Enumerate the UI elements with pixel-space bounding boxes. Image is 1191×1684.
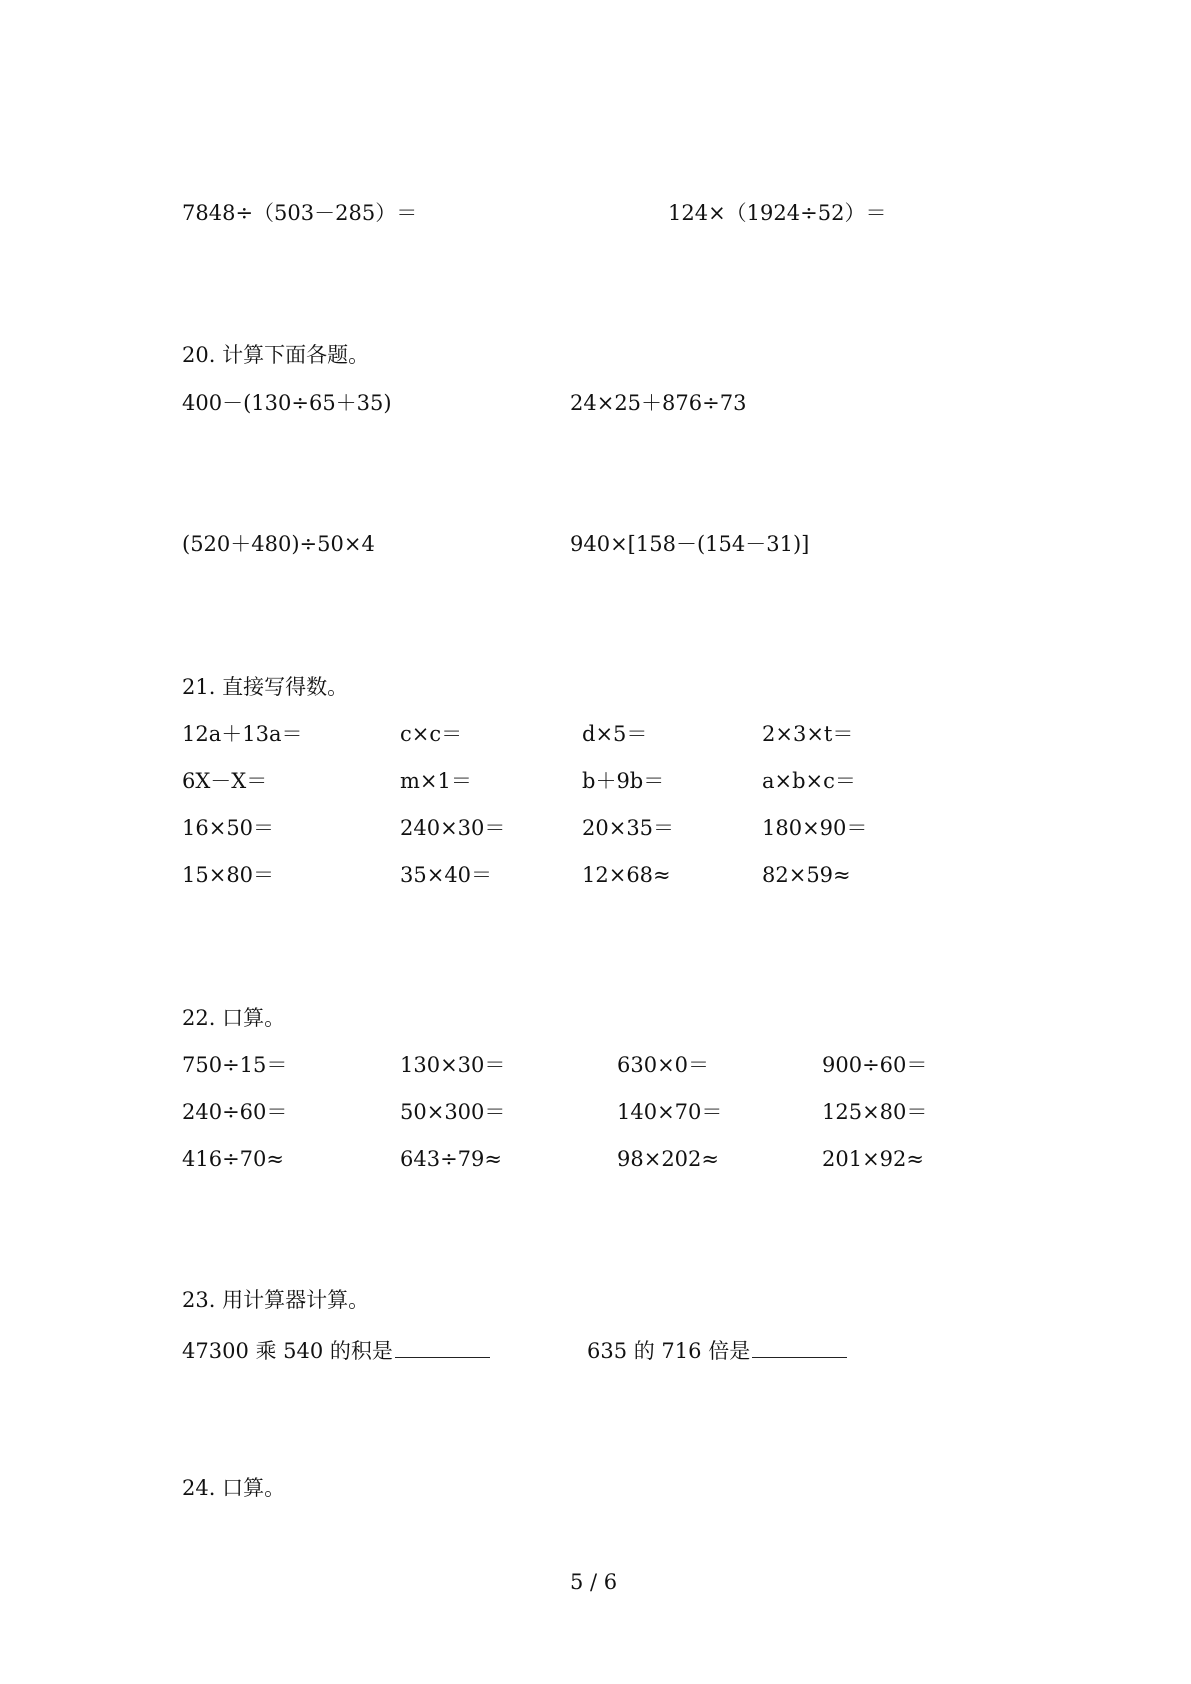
q22-item: 140×70＝ [617, 1100, 723, 1124]
q21-item: 16×50＝ [182, 816, 275, 840]
q22-item: 240÷60＝ [182, 1100, 288, 1124]
q22-item: 643÷79≈ [400, 1147, 502, 1171]
q21-item: d×5＝ [582, 722, 648, 746]
question-20-heading: 20. 计算下面各题。 [182, 343, 370, 367]
q22-item: 900÷60＝ [822, 1053, 928, 1077]
q22-item: 750÷15＝ [182, 1053, 288, 1077]
q22-item: 201×92≈ [822, 1147, 924, 1171]
q21-item: 82×59≈ [762, 863, 851, 887]
problem-top-2: 124×（1924÷52）＝ [668, 201, 887, 225]
problem-top-1: 7848÷（503－285）＝ [182, 201, 418, 225]
q21-item: 240×30＝ [400, 816, 506, 840]
q21-item: 35×40＝ [400, 863, 493, 887]
q21-item: a×b×c＝ [762, 769, 856, 793]
q21-item: 15×80＝ [182, 863, 275, 887]
q21-item: 12×68≈ [582, 863, 671, 887]
q21-item: 20×35＝ [582, 816, 675, 840]
q23-item-1 [182, 1337, 490, 1362]
question-23-heading: 23. 用计算器计算。 [182, 1288, 370, 1312]
question-21-heading: 21. 直接写得数。 [182, 675, 349, 699]
q21-item: 12a＋13a＝ [182, 722, 303, 746]
q23-item-2 [587, 1337, 847, 1362]
q22-item: 98×202≈ [617, 1147, 719, 1171]
q22-item: 50×300＝ [400, 1100, 506, 1124]
answer-blank[interactable] [395, 1337, 490, 1358]
question-24-heading: 24. 口算。 [182, 1476, 286, 1500]
page-number: 5 / 6 [570, 1570, 618, 1594]
q23-item-1-text: 47300 乘 540 的积是 [182, 1339, 393, 1363]
q22-item: 630×0＝ [617, 1053, 710, 1077]
q22-item: 416÷70≈ [182, 1147, 284, 1171]
q20-problem-4: 940×[158－(154－31)] [570, 532, 810, 556]
q22-item: 125×80＝ [822, 1100, 928, 1124]
q21-item: 6X－X＝ [182, 769, 268, 793]
q21-item: b＋9b＝ [582, 769, 665, 793]
q23-item-2-text: 635 的 716 倍是 [587, 1339, 751, 1363]
answer-blank[interactable] [752, 1337, 847, 1358]
q21-item: 180×90＝ [762, 816, 868, 840]
q21-item: 2×3×t＝ [762, 722, 854, 746]
q20-problem-2: 24×25＋876÷73 [570, 391, 747, 415]
q21-item: c×c＝ [400, 722, 463, 746]
q20-problem-3: (520＋480)÷50×4 [182, 532, 375, 556]
q22-item: 130×30＝ [400, 1053, 506, 1077]
q20-problem-1: 400－(130÷65＋35) [182, 391, 392, 415]
q21-item: m×1＝ [400, 769, 472, 793]
question-22-heading: 22. 口算。 [182, 1006, 286, 1030]
